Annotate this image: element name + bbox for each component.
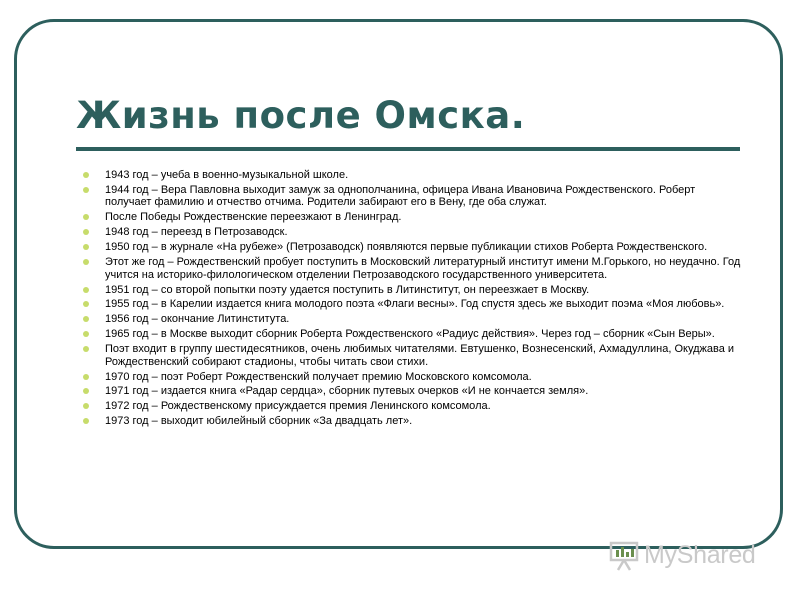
bullet-dot-icon [83, 244, 89, 250]
bullet-item [83, 371, 743, 384]
bullet-text: 1948 год – переезд в Петрозаводск. [105, 226, 288, 239]
bullet-item [83, 343, 743, 368]
bullet-dot-icon [83, 229, 89, 235]
bullet-text: 1951 год – со второй попытки поэту удается поступить в Литинститут, он переезжает в Москву. [105, 283, 590, 296]
presentation-board-icon [608, 538, 642, 572]
bullet-item [83, 169, 743, 182]
bullet-text: 1965 год – в Москве выходит сборник Роберта Рождественского «Радиус действия». Через год – сборник «Сын Веры». [105, 328, 715, 341]
bullet-item [83, 226, 743, 239]
bullet-item [83, 284, 743, 297]
bullet-text: 1956 год – окончание Литинститута. [105, 313, 290, 326]
bullet-dot-icon [83, 374, 89, 380]
slide-title: Жизнь после Омска. [76, 94, 526, 137]
bullet-text: 1943 год – учеба в военно-музыкальной школе. [105, 169, 349, 181]
bullet-item [83, 400, 743, 413]
bullet-text: 1972 год – Рождественскому присуждается премия Ленинского комсомола. [105, 400, 491, 413]
bullet-dot-icon [83, 331, 89, 337]
bullet-text: После Победы Рождественские переезжают в Ленинград. [105, 211, 402, 224]
bullet-text: Этот же год – Рождественский пробует поступить в Московский литературный институт имени М.Горького, но неудачно. Год учится на историко-филологическом отделении Петрозаводского государственного университета. [105, 256, 741, 281]
logo-text: MyShared [644, 540, 756, 569]
bullet-dot-icon [83, 287, 89, 293]
bullet-item [83, 385, 743, 398]
myshared-logo[interactable] [608, 538, 756, 572]
bullet-item [83, 313, 743, 326]
bullet-dot-icon [83, 301, 89, 307]
bullet-text: 1970 год – поэт Роберт Рождественский получает премию Московского комсомола. [105, 370, 532, 383]
bullet-text: 1971 год – издается книга «Радар сердца», сборник путевых очерков «И не кончается земля». [105, 385, 589, 398]
bullet-text: 1955 год – в Карелии издается книга молодого поэта «Флаги весны». Год спустя здесь же выходит поэма «Моя любовь». [105, 298, 725, 311]
bullet-text: 1973 год – выходит юбилейный сборник «За двадцать лет». [105, 415, 413, 428]
bullet-text: Поэт входит в группу шестидесятников, очень любимых читателями. Евтушенко, Вознесенский, Ахмадуллина, Окуджава и Рождественский собирают стадионы, чтобы читать свои стихи. [105, 343, 735, 368]
bullet-item [83, 256, 743, 281]
bullet-dot-icon [83, 259, 89, 265]
bullet-item [83, 298, 743, 311]
bullet-dot-icon [83, 418, 89, 424]
bullet-list [83, 169, 743, 430]
bullet-dot-icon [83, 388, 89, 394]
bullet-item [83, 241, 743, 254]
bullet-dot-icon [83, 214, 89, 220]
bullet-item [83, 184, 743, 209]
bullet-text: 1950 год – в журнале «На рубеже» (Петрозаводск) появляются первые публикации стихов Роберта Рождественского. [105, 241, 708, 254]
title-underline [76, 147, 740, 151]
bullet-dot-icon [83, 346, 89, 352]
bullet-item [83, 328, 743, 341]
bullet-item [83, 211, 743, 224]
bullet-text: 1944 год – Вера Павловна выходит замуж за однополчанина, офицера Ивана Ивановича Рождественского. Роберт получает фамилию и отчество отчима. Родители забирают его в Вену, где оба служат. [105, 183, 696, 209]
bullet-dot-icon [83, 316, 89, 322]
bullet-item [83, 415, 743, 428]
bullet-dot-icon [83, 187, 89, 193]
bullet-dot-icon [83, 172, 89, 178]
bullet-dot-icon [83, 403, 89, 409]
